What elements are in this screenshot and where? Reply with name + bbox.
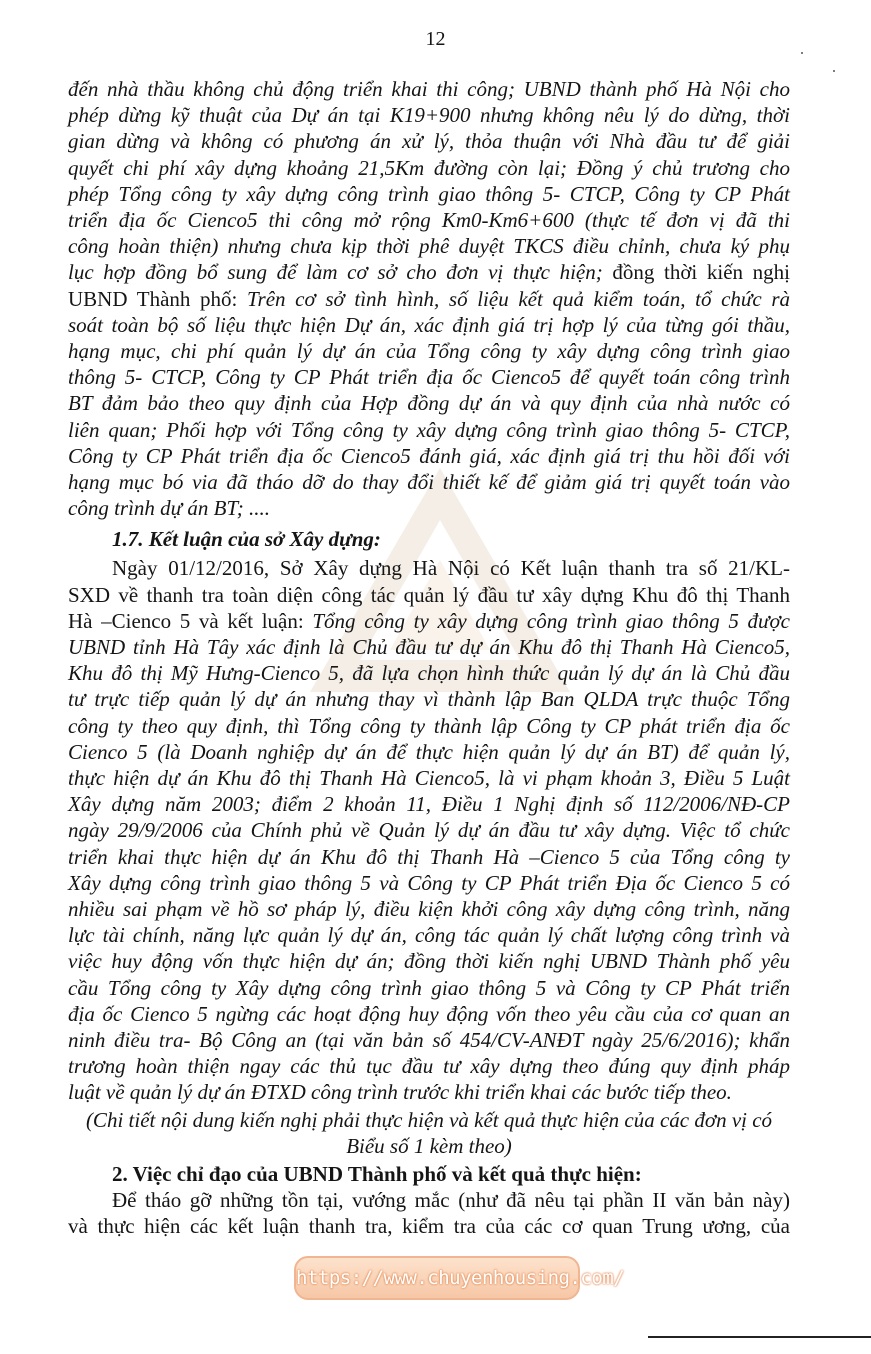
text-line — [68, 608, 790, 634]
text-line: công ty theo quy định, thì Tổng công ty thành lập Công ty CP phát triển địa ốc — [68, 713, 790, 738]
text-line — [68, 259, 790, 285]
section-heading: 2. Việc chỉ đạo của UBND Thành phố và kết quả thực hiện: — [112, 1161, 642, 1186]
italic-text: quyết chi phí xây dựng khoảng 21,5Km đường còn lại; Đồng ý chủ trương cho — [68, 155, 790, 180]
text-line: lực tài chính, năng lực quản lý dự án, công tác quản lý chất lượng công trình và — [68, 923, 790, 948]
italic-text: đến nhà thầu không chủ động triển khai thi công; UBND thành phố Hà Nội cho — [68, 77, 790, 101]
text-line: hạng mục, chi phí quản lý dự án của Tổng công ty xây dựng công trình giao — [68, 339, 790, 363]
text-line: SXD về thanh tra toàn diện công tác quản lý đầu tư xây dựng Khu đô thị Thanh — [68, 582, 790, 607]
footer-rule — [648, 1336, 871, 1338]
text-line: liên quan; Phối hợp với Tổng công ty xây dựng công trình giao thông 5- CTCP, — [68, 417, 790, 442]
note-line: Biểu số 1 kèm theo) — [346, 1134, 512, 1159]
text-line: địa ốc Cienco 5 ngừng các hoạt động huy động vốn theo yêu cầu của cơ quan an — [68, 1001, 790, 1026]
plain-text: Hà –Cienco 5 và kết luận: — [68, 608, 313, 633]
text-line: ngày 29/9/2006 của Chính phủ về Quản lý dự án đầu tư xây dựng. Việc tổ chức — [68, 818, 790, 843]
italic-text: Trên cơ sở tình hình, số liệu kết quả kiểm toán, tổ chức rà — [247, 286, 790, 311]
text-line — [68, 233, 790, 259]
text-line: thực hiện dự án Khu đô thị Thanh Hà Cienco5, là vi phạm khoản 3, Điều 5 Luật — [68, 766, 790, 791]
italic-text: lục hợp đồng bổ sung để làm cơ sở cho đơn vị thực hiện; — [68, 260, 603, 285]
scan-speck — [833, 70, 835, 72]
text-line: cầu Tổng công ty Xây dựng công trình giao thông 5 và Công ty CP Phát triển — [68, 975, 790, 1000]
text-line — [68, 286, 790, 312]
italic-text: phép dừng kỹ thuật của Dự án tại K19+900 nhưng không nêu lý do dừng, thời — [68, 103, 790, 128]
plain-text: UBND Thành phố: — [68, 286, 248, 311]
text-line: nhiều sai phạm về hồ sơ pháp lý, điều kiện khởi công xây dựng công trình, năng — [68, 897, 790, 922]
text-line: UBND tỉnh Hà Tây xác định là Chủ đầu tư dự án Khu đô thị Thanh Hà Cienco5, — [68, 635, 790, 660]
scan-speck — [801, 52, 803, 54]
text-line: Cienco 5 (là Doanh nghiệp dự án để thực hiện quản lý dự án BT) để quản lý, — [68, 739, 790, 764]
text-line — [68, 128, 790, 154]
italic-text: phép Tổng công ty xây dựng công trình giao thông 5- CTCP, Công ty CP Phát — [68, 181, 790, 206]
page-number: 12 — [425, 28, 446, 50]
text-line: trương hoàn thiện ngay các thủ tục đầu tư xây dựng theo đúng quy định pháp — [68, 1054, 790, 1079]
italic-text: triển địa ốc Cienco5 thi công mở rộng Km0-Km6+600 (thực tế đơn vị đã thi — [68, 208, 790, 232]
text-line: Để tháo gỡ những tồn tại, vướng mắc (như đã nêu tại phần II văn bản này) — [112, 1187, 790, 1212]
text-line: hạng mục bó via đã tháo dỡ do thay đổi thiết kế để giảm giá trị quyết toán vào — [68, 470, 790, 494]
text-line: việc huy động vốn thực hiện dự án; đồng thời kiến nghị UBND Thành phố yêu — [68, 949, 790, 974]
text-line: ninh điều tra- Bộ Công an (tại văn bản số 454/CV-ANĐT ngày 25/6/2016); khẩn — [68, 1028, 790, 1053]
text-line — [68, 76, 790, 102]
plain-text: đồng thời kiến nghị — [602, 260, 790, 285]
text-line — [68, 207, 790, 233]
watermark-url: https://www.chuyenhousing.com/ — [294, 1256, 580, 1300]
section-heading: 1.7. Kết luận của sở Xây dựng: — [112, 527, 381, 552]
text-line — [68, 181, 790, 207]
text-line: tư trực tiếp quản lý dự án nhưng thay vì thành lập Ban QLDA trực thuộc Tổng — [68, 687, 790, 712]
text-line: và thực hiện các kết luận thanh tra, kiểm tra của các cơ quan Trung ương, của — [68, 1214, 790, 1239]
text-line — [68, 155, 790, 181]
note-line: (Chi tiết nội dung kiến nghị phải thực hiện và kết quả thực hiện của các đơn vị có — [85, 1107, 773, 1132]
text-line: Khu đô thị Mỹ Hưng-Cienco 5, đã lựa chọn hình thức quản lý dự án là Chủ đầu — [68, 661, 790, 686]
text-line: Ngày 01/12/2016, Sở Xây dựng Hà Nội có Kết luận thanh tra số 21/KL- — [112, 556, 790, 581]
text-line: Công ty CP Phát triển địa ốc Cienco5 đánh giá, xác định giá trị thu hồi đối với — [68, 443, 790, 468]
text-line: thông 5- CTCP, Công ty CP Phát triển địa ốc Cienco5 để quyết toán công trình — [68, 365, 790, 390]
text-line: Xây dựng năm 2003; điểm 2 khoản 11, Điều 1 Nghị định số 112/2006/NĐ-CP — [68, 792, 790, 817]
text-line: soát toàn bộ số liệu thực hiện Dự án, xác định giá trị hợp lý của từng gói thầu, — [68, 312, 790, 337]
text-line — [68, 102, 790, 128]
italic-text: gian dừng và không có phương án xử lý, thỏa thuận với Nhà đầu tư để giải — [68, 129, 790, 154]
text-line: BT đảm bảo theo quy định của Hợp đồng dự án và quy định của nhà nước có — [68, 391, 790, 416]
italic-text: công hoàn thiện) nhưng chưa kịp thời phê duyệt TKCS điều chỉnh, chưa ký phụ — [68, 234, 790, 259]
text-line: Xây dựng công trình giao thông 5 và Công ty CP Phát triển Địa ốc Cienco 5 có — [68, 870, 790, 895]
italic-text: Tổng công ty xây dựng công trình giao thông 5 được — [312, 608, 790, 633]
text-line: triển khai thực hiện dự án Khu đô thị Thanh Hà –Cienco 5 của Tổng công ty — [68, 844, 790, 869]
text-line: luật về quản lý dự án ĐTXD công trình trước khi triển khai các bước tiếp theo. — [68, 1080, 732, 1105]
text-line: công trình dự án BT; .... — [68, 496, 271, 521]
